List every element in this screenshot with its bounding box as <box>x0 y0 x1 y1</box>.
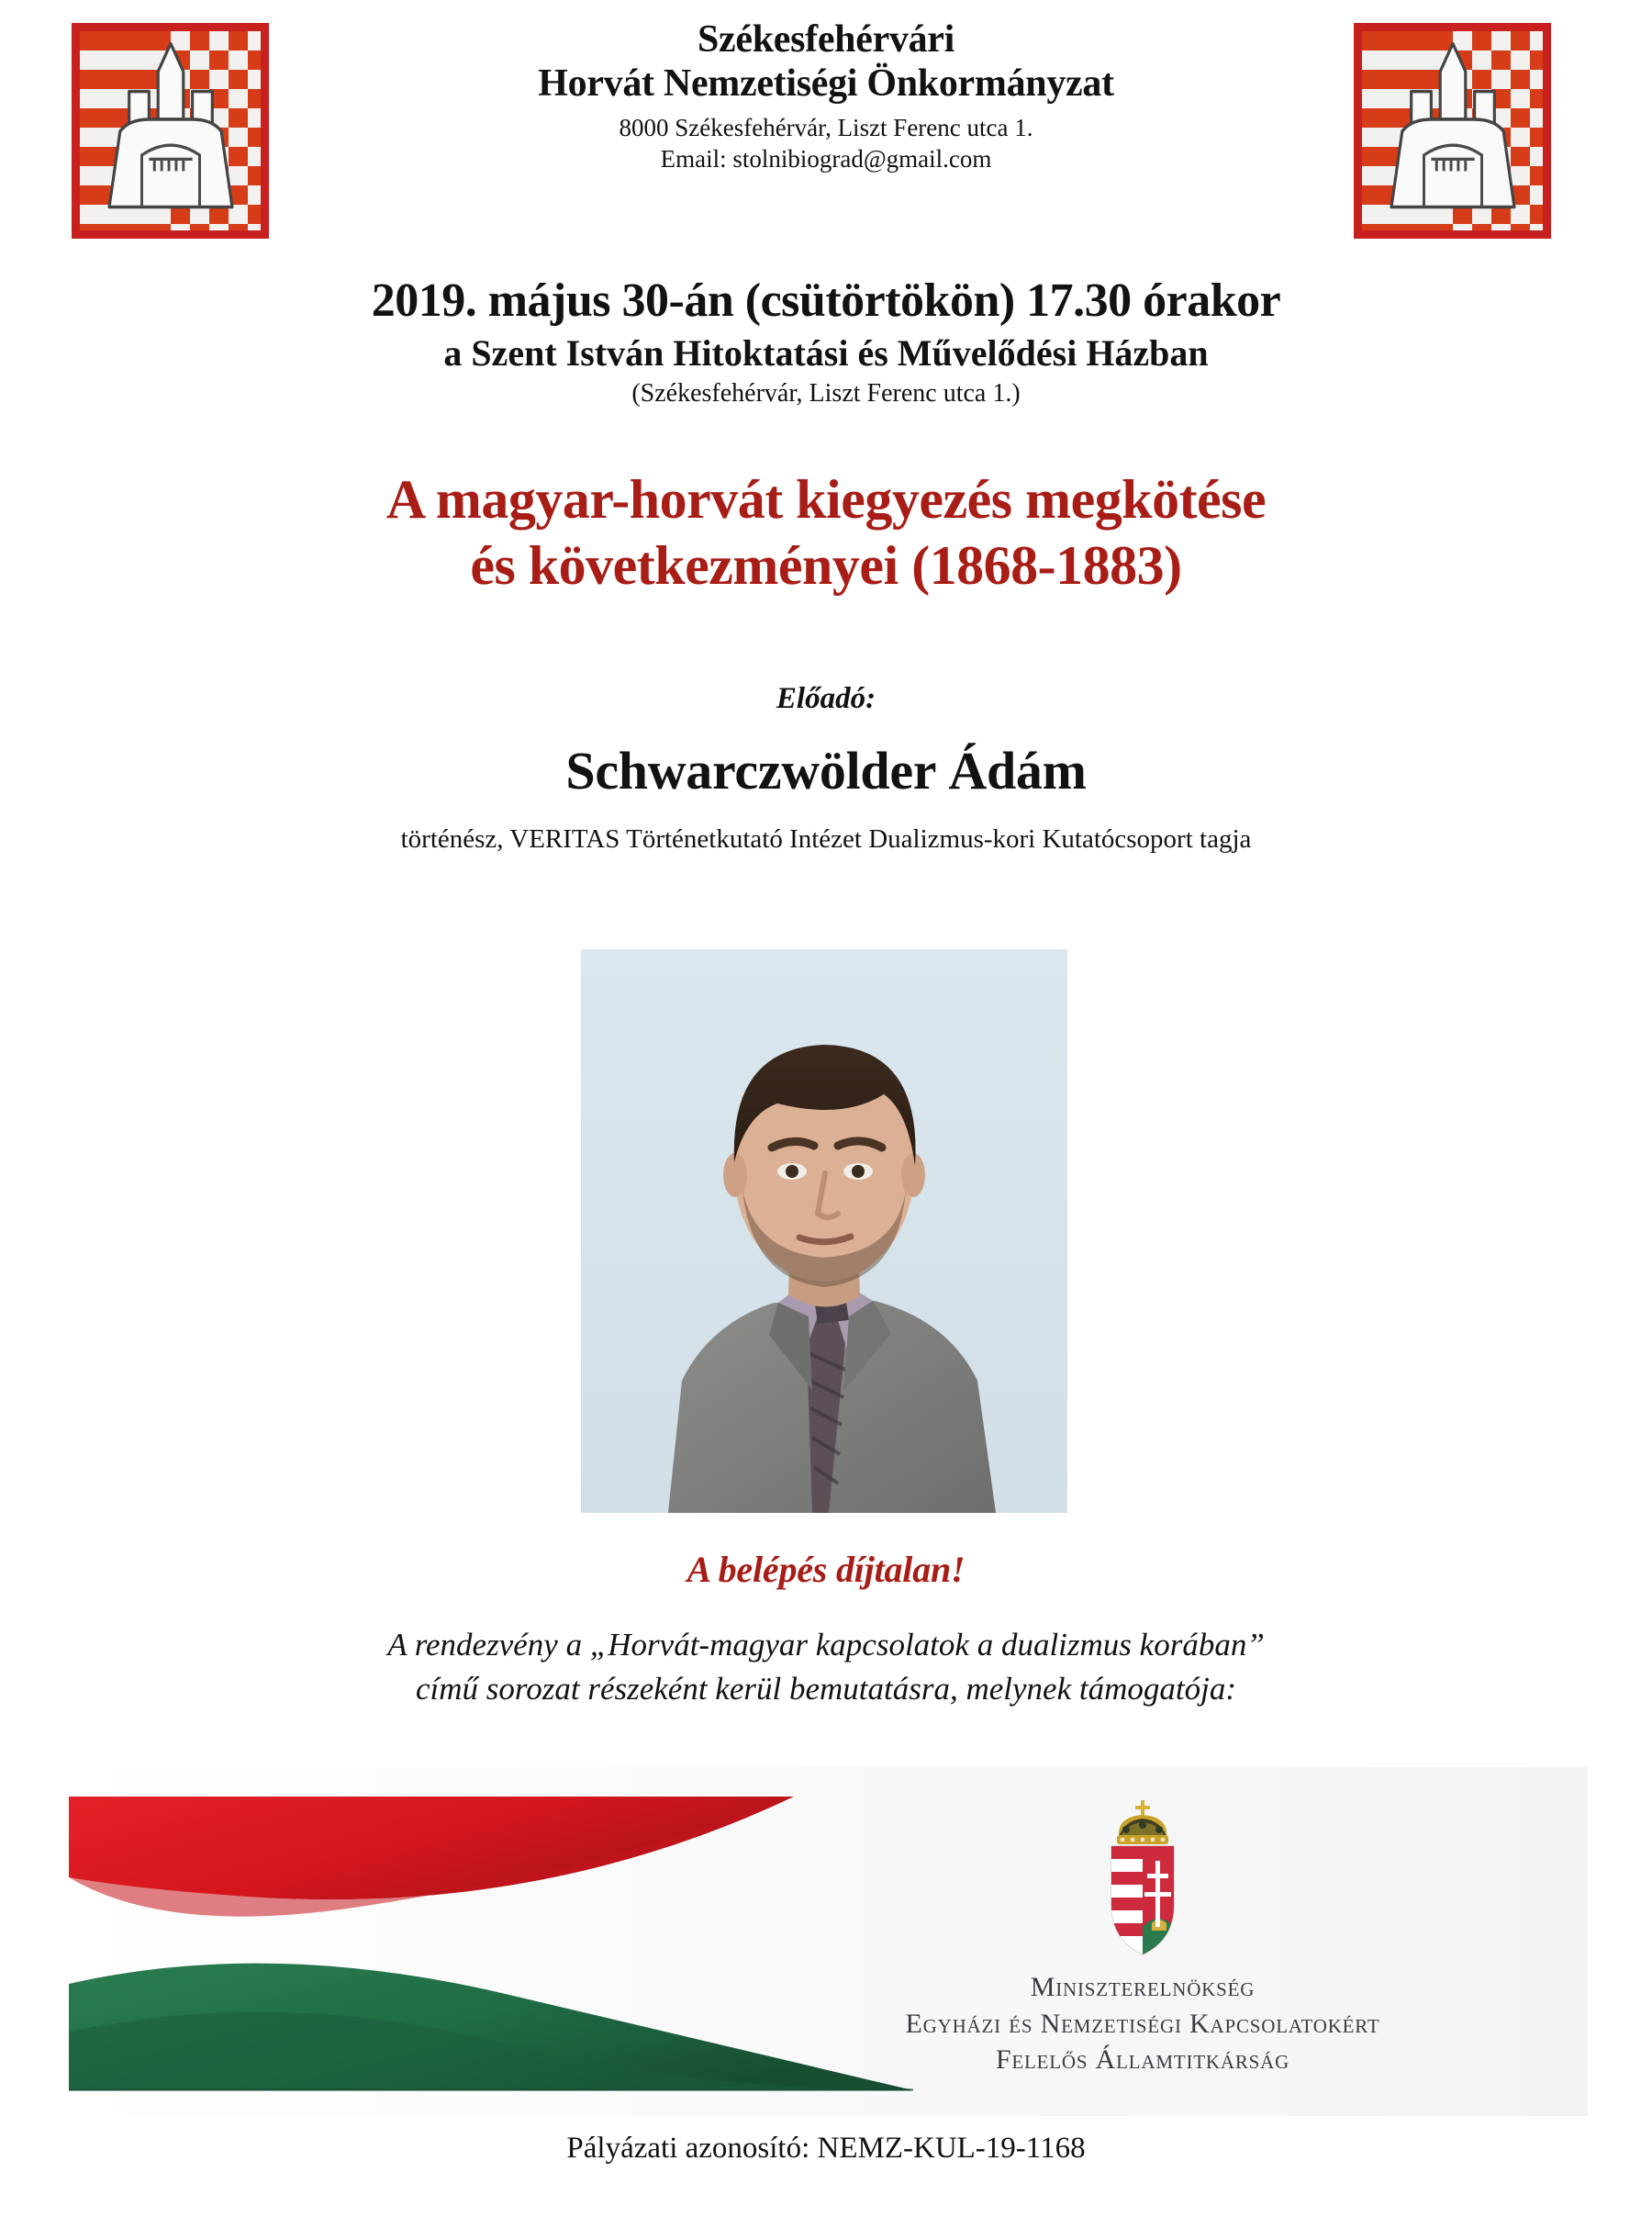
speaker-portrait-photo <box>581 949 1067 1513</box>
lecture-title <box>0 466 1652 599</box>
speaker-block <box>0 681 1652 856</box>
series-note-line2: című sorozat részeként kerül bemutatásra, melynek támogatója: <box>416 1670 1236 1707</box>
ministry-name <box>821 1969 1464 2078</box>
castle-icon-right <box>1362 31 1543 230</box>
organization-email: Email: stolnibiograd@gmail.com <box>660 145 992 174</box>
series-note-line1: A rendezvény a „Horvát-magyar kapcsolatok a dualizmus korában” <box>387 1627 1265 1663</box>
ministry-line-3: Felelős Államtitkárság <box>995 2044 1290 2076</box>
hungarian-coat-of-arms-icon <box>1099 1797 1187 1960</box>
crest-inner-right <box>1362 31 1543 230</box>
ministry-line-1: Miniszterelnökség <box>1030 1972 1256 2002</box>
castle-icon-left <box>80 31 261 230</box>
event-datetime: 2019. május 30-án (csütörtökön) 17.30 órakor <box>371 274 1281 327</box>
organization-name-line2: Horvát Nemzetiségi Önkormányzat <box>538 62 1114 106</box>
event-details <box>0 274 1652 409</box>
portrait-illustration <box>581 949 1067 1513</box>
crest-inner-left <box>80 31 261 230</box>
lecture-title-line1: A magyar-horvát kiegyezés megkötése <box>385 469 1267 530</box>
sponsor-banner <box>69 1767 1588 2116</box>
szekesfehervar-croatian-crest-icon-right <box>1354 23 1551 239</box>
speaker-name: Schwarczwölder Ádám <box>565 740 1087 801</box>
poster-header <box>0 0 1652 257</box>
organization-address: 8000 Székesfehérvár, Liszt Ferenc utca 1. <box>619 113 1033 141</box>
szekesfehervar-croatian-crest-icon-left <box>72 23 269 239</box>
lecture-title-line2: és következményei (1868-1883) <box>470 535 1182 596</box>
speaker-label: Előadó: <box>776 682 876 715</box>
series-note <box>0 1623 1652 1710</box>
speaker-credentials: történész, VERITAS Történetkutató Intézet Dualizmus-kori Kutatócsoport tagja <box>400 824 1252 855</box>
free-entry-notice: A belépés díjtalan! <box>686 1549 966 1590</box>
organization-name-line1: Székesfehérvári <box>697 18 955 61</box>
event-venue: a Szent István Hitoktatási és Művelődési Házban <box>443 332 1209 375</box>
event-venue-address: (Székesfehérvár, Liszt Ferenc utca 1.) <box>631 379 1021 409</box>
ministry-line-2: Egyházi és Nemzetiségi Kapcsolatokért <box>905 2008 1380 2039</box>
grant-identifier: Pályázati azonosító: NEMZ-KUL-19-1168 <box>566 2132 1086 2165</box>
organization-block <box>285 18 1367 175</box>
ministry-logo-block <box>821 1776 1464 2078</box>
